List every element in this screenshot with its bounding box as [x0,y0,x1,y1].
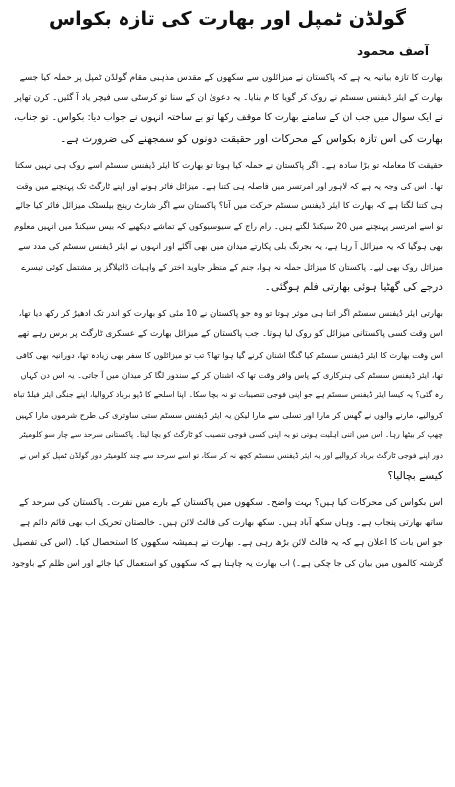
paragraph-line: تو اسے امرتسر پہنچنے میں 20 سیکنڈ لگتے ہیں۔ رام راج کے سیوسیوکوں کے تماشے دیکھیے کہ بیس سیکنڈ میں انہیں معلوم [14,221,443,232]
paragraph-line: میزائل روک بھی لیے۔ پاکستان کا میزائل حملہ نہ ہوا، جنم کے منظر جاوید اختر کے واہیات ڈائیلاگز پر مشتمل کوئی تیسرے [21,261,443,272]
paragraph-line: گزشتہ کالموں میں بیان کی جا چکی ہے۔) اب بھارت یہ چاہتا ہے کہ سکھوں کو استعمال کیا جائے اور اس ظلم کے باوجود [12,558,443,569]
paragraph-line: بھی ہوگیا کہ یہ میزائل آ رہا ہے، یہ بجرنگ بلی پکارتے میدان میں بھی آگئے اور انہوں نے ایئر ڈیفنس سسٹم کی مدد سے [18,241,443,252]
paragraph-line: اس وقت کسی پاکستانی میزائل کو روک لیا ہوتا۔ جب پاکستان کے میزائل بھارت کے عسکری ٹارگٹ پر برس رہے تھے [17,329,443,340]
paragraph-line: کیسے بچالیا؟ [387,469,443,482]
paragraph-line: درجے کی گھٹیا ہوئی بھارتی فلم ہوگئی۔ [264,281,443,294]
article-paragraph [12,156,443,297]
paragraph-line: نے ایک سوال میں جب ان کے سامنے بھارت کا موقف رکھا تو بے ساختہ انہوں نے جواب دیا: بکواس۔ تو جناب، [13,112,443,124]
paragraph-line: بھارتی ایئر ڈیفنس سسٹم اگر اتنا ہی موثر ہوتا تو وہ جو پاکستان نے 10 مئی کو بھارت کو اندر تک ادھیڑ کر رکھ دیا تھا، [18,309,443,320]
paragraph-line: جو اس بات کا اعلان ہے کہ یہ فالٹ لائن بڑھ رہی ہے۔ بھارت نے ہمیشہ سکھوں کا استحصال کیا۔ (اس کی تفصیل [12,538,443,549]
paragraph-line: کروالیے، مارنے والوں نے گھس کر مارا اور تسلی سے مارا لیکن یہ ایئر ڈیفنس سسٹم ستی ساوتری کی طرح شرموں مارا کہیں [15,410,443,421]
article-paragraph [12,68,443,149]
paragraph-line: حقیقت کا معاملہ تو بڑا سادہ ہے۔ اگر پاکستان نے حملہ کیا ہوتا تو بھارت کا ایئر ڈیفنس سسٹم اسے روک ہی نہیں سکتا [14,160,443,171]
paragraph-line: اس بکواس کی محرکات کیا ہیں؟ بہت واضح۔ سکھوں میں پاکستان کے بارے میں نفرت۔ پاکستان کی سرحد کے [19,497,443,509]
article-paragraph [12,493,443,574]
paragraph-line: اس وقت بھارت کا ایئر ڈیفنس سسٹم کیا گنگا اشنان کرنے گیا ہوا تھا؟ تب تو میزائلوں کا سفر بھی زیادہ تھا، دورانیہ بھی کافی [16,349,443,360]
paragraph-line: بھارت کی اس تازہ بکواس کے محرکات اور حقیقت دونوں کو سمجھنے کی ضرورت ہے۔ [60,132,443,145]
article-body [12,68,443,574]
paragraph-line: رہ گئی؟ یہ کیسا ایئر ڈیفنس سسٹم ہے جو اپنی فوجی تنصیبات تو نہ بچا سکا۔ اپنا اسلحے کا ڈپو برباد کروالیا، اپنے جنگی ایئر فیلڈ تباہ [13,390,443,400]
article-title: گولڈن ٹمپل اور بھارت کی تازہ بکواس [48,8,407,30]
article-paragraph [12,304,443,486]
paragraph-line: ہی کتنا لگتا ہے کہ بھارت کا ایئر ڈیفنس سسٹم حرکت میں آتا؟ پاکستان سے اگر شارٹ رینج بیلسٹک میزائل فائر کیا جائے [15,201,443,212]
paragraph-line: تھا۔ اس کی وجہ یہ ہے کہ لاہور اور امرتسر میں فاصلہ ہی کتنا ہے۔ میزائل فائر ہونے اور اپنے ٹارگٹ تک پہنچنے میں وقت [16,181,443,192]
paragraph-line: بھارت کے ایئر ڈیفنس سسٹم نے روک کر گویا کا م بنایا۔ یہ دعویٰ ان کے سنا تو کرسٹی سی فیچر یاد آ گئیں۔ کرن تھاپر [14,93,443,104]
author-name: آصف محمود [357,44,429,58]
paragraph-line: دور اپنے فوجی ٹارگٹ برباد کروالیے اور یہ ایئر ڈیفنس سسٹم کچھ نہ کر سکا، تو اسے سرحد سے چند کلومیٹر دور گولڈن ٹمپل کو اس نے [19,450,443,460]
paragraph-line: تھا، ایئر ڈیفنس سسٹم کی ہنرکاری کے پاس وافر وقت تھا کہ اشنان کر کے سندور لگا کر میدان میں آ جاتی۔ یہ اس دن کہاں [20,369,443,380]
paragraph-line: چھپ کر بیٹھا رہا۔ اس میں اتنی اہلیت ہوتی تو یہ اپنی کسی فوجی تنصیب کو ٹارگٹ کو بچا لیتا۔ پاکستانی سرحد سے چار سو کلومیٹر [19,430,443,440]
paragraph-line: بھارت کا تازہ بیانیہ یہ ہے کہ پاکستان نے میزائلوں سے سکھوں کے مقدس مذہبی مقام گولڈن ٹمپل پر حملہ کیا جسے [19,73,443,83]
paragraph-line: ساتھ بھارتی پنجاب ہے۔ وہاں سکھ آباد ہیں۔ سکھ بھارت کی فالٹ لائن ہیں۔ خالصتان تحریک اب بھی قائم دائم ہے [19,518,443,529]
